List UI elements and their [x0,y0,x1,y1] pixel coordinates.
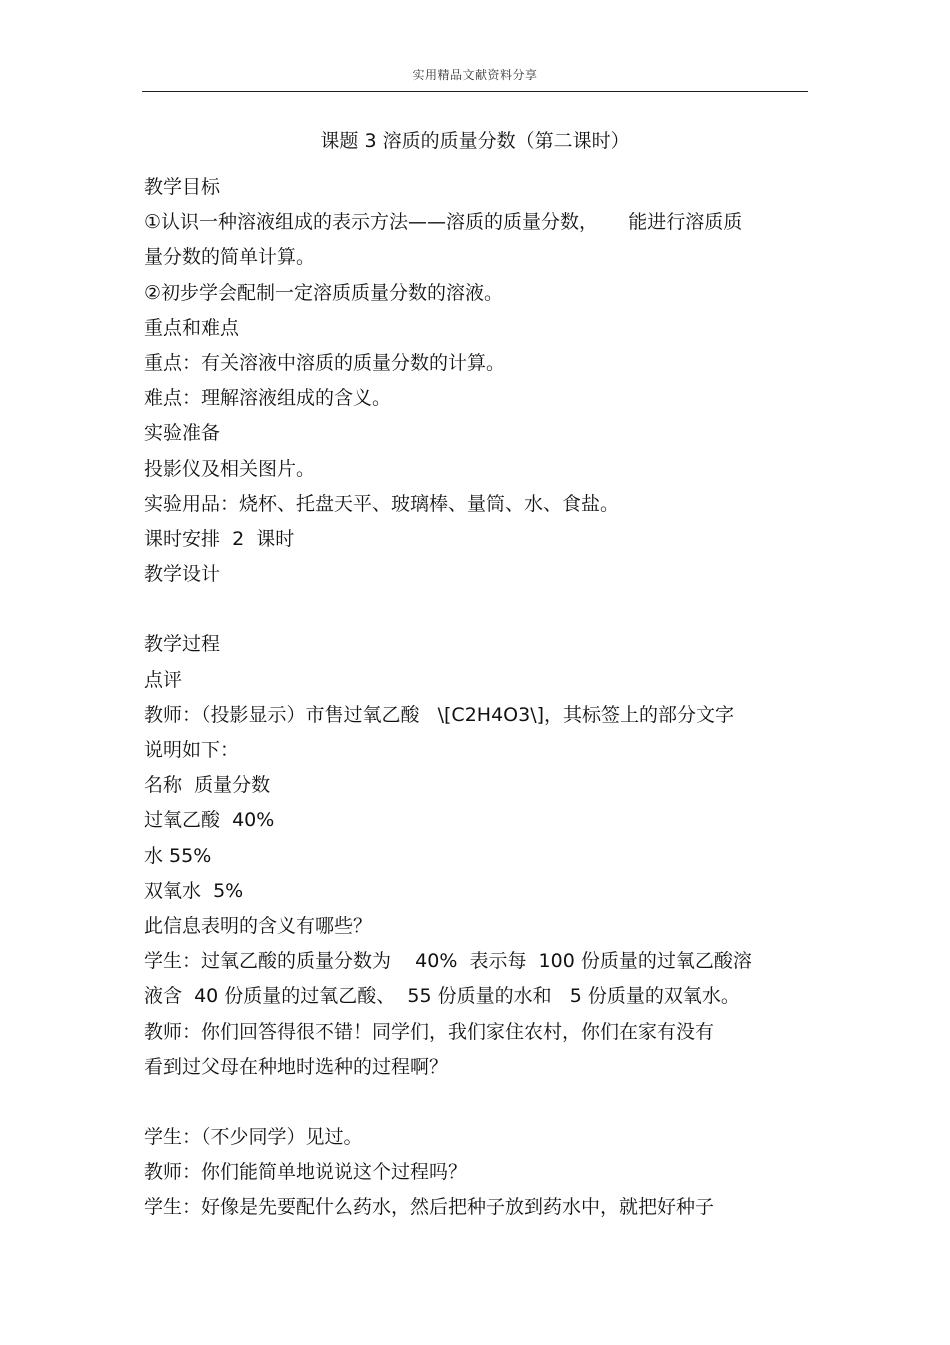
line-difficult-point: 难点：理解溶液组成的含义。 [144,387,392,410]
line-objective-1-cont: 量分数的简单计算。 [144,246,316,269]
line-learning-objectives-heading: 教学目标 [144,176,221,198]
line-key-point: 重点：有关溶液中溶质的质量分数的计算。 [144,351,506,374]
line-teaching-design: 教学设计 [144,563,221,586]
blank-line [144,592,808,627]
document-body [144,170,808,1226]
line-teaching-process: 教学过程 [144,633,221,656]
line-lab-supplies: 实验用品：烧杯、托盘天平、玻璃棒、量筒、水、食盐。 [144,492,620,515]
line-teacher-3: 教师：你们能简单地说说这个过程吗？ [144,1161,468,1184]
line-teacher-1: 教师：（投影显示）市售过氧乙酸 \[C2H4O3\]，其标签上的部分文字 [144,703,735,726]
line-key-points-heading: 重点和难点 [144,316,240,339]
line-student-1-cont: 液含 40 份质量的过氧乙酸、 55 份质量的水和 5 份质量的双氧水。 [144,985,740,1008]
line-objective-2: ②初步学会配制一定溶质质量分数的溶液。 [144,281,504,304]
line-student-2: 学生：（不少同学）见过。 [144,1126,363,1149]
blank-line [144,1085,808,1120]
line-schedule: 课时安排 2 课时 [144,527,295,550]
line-student-3: 学生：好像是先要配什么药水，然后把种子放到药水中，就把好种子 [144,1196,715,1219]
line-label-water: 水 55% [144,844,212,867]
line-teacher-2-cont: 看到过父母在种地时选种的过程啊？ [144,1055,449,1078]
document-title: 课题 3 溶质的质量分数（第二课时） [320,130,630,152]
line-question: 此信息表明的含义有哪些？ [144,914,373,937]
running-header: 实用精品文献资料分享 [412,68,538,82]
header-rule [142,91,808,92]
line-teacher-1-cont: 说明如下： [144,739,240,761]
line-lab-prep-heading: 实验准备 [144,422,221,445]
line-label-peracetic: 过氧乙酸 40% [144,809,275,832]
line-student-1: 学生：过氧乙酸的质量分数为 40% 表示每 100 份质量的过氧乙酸溶 [144,950,752,973]
line-teacher-2: 教师：你们回答得很不错！同学们，我们家住农村，你们在家有没有 [144,1020,715,1043]
line-comment: 点评 [144,668,183,691]
line-projector: 投影仪及相关图片。 [144,457,316,480]
line-label-peroxide: 双氧水 5% [144,879,244,902]
line-label-header: 名称 质量分数 [144,774,271,797]
line-objective-1: ①认识一种溶液组成的表示方法——溶质的质量分数， 能进行溶质质 [144,211,743,234]
